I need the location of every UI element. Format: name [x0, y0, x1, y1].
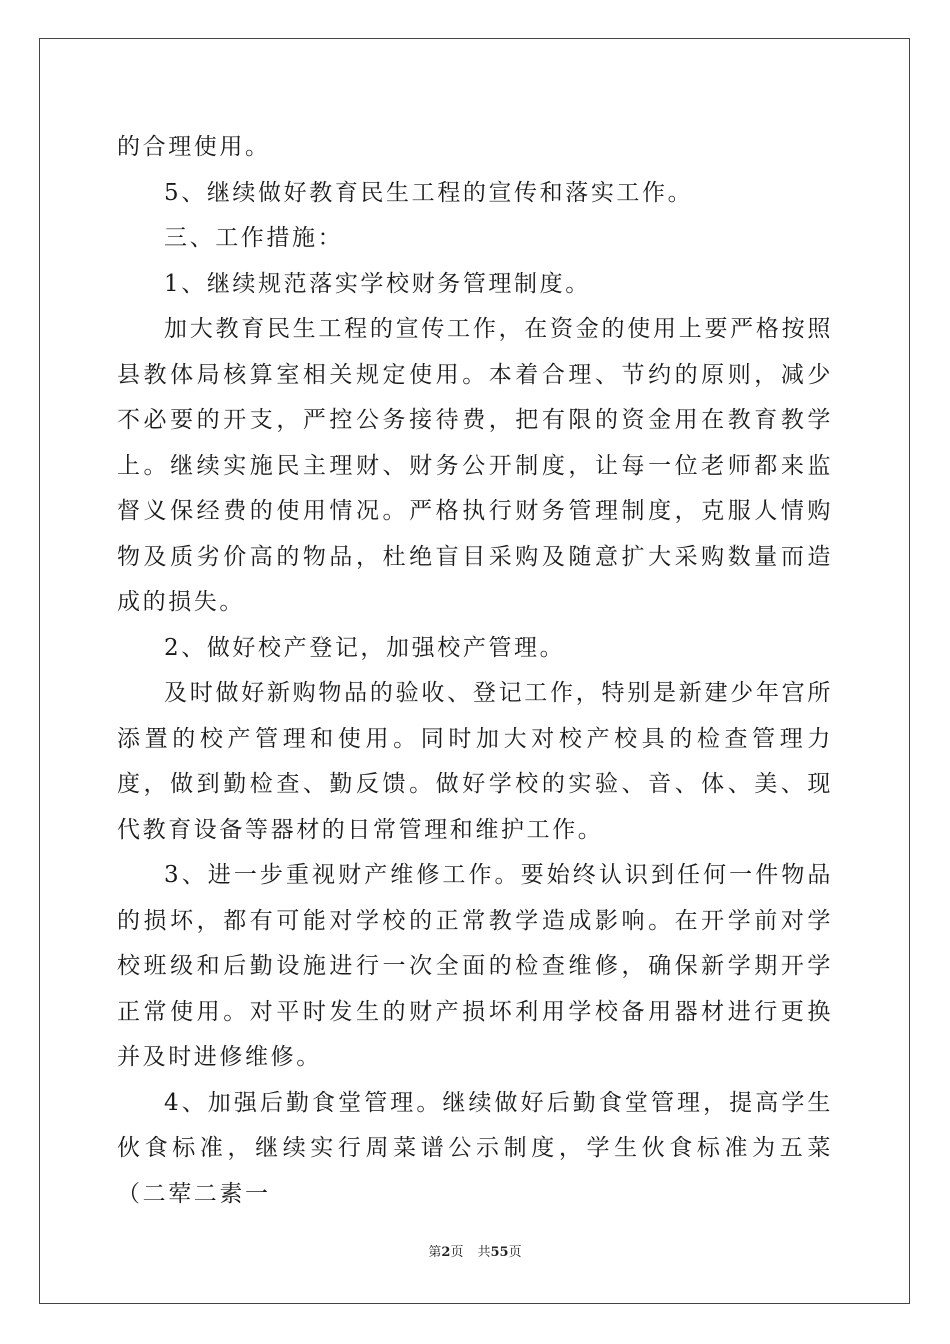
- document-body: [117, 125, 833, 1217]
- paragraph-1: 的合理使用。: [117, 134, 271, 160]
- total-suffix: 页: [508, 1245, 522, 1260]
- section-heading-measures: 三、工作措施：: [164, 225, 344, 251]
- page-prefix: 第: [428, 1245, 442, 1260]
- paragraph-2: 5、继续做好教育民生工程的宣传和落实工作。: [164, 179, 694, 206]
- paragraph-6: 2、做好校产登记，加强校产管理。: [164, 634, 566, 661]
- page-suffix: 页: [450, 1245, 464, 1260]
- paragraph-9: 4、加强后勤食堂管理。继续做好后勤食堂管理，提高学生伙食标准，继续实行周菜谱公示制度，学生伙食标准为五菜（二荤二素一: [117, 1089, 833, 1207]
- page-number: 2: [441, 1245, 451, 1260]
- paragraph-4: 1、继续规范落实学校财务管理制度。: [164, 270, 591, 297]
- total-prefix: 共: [477, 1245, 491, 1260]
- page-footer: [0, 1241, 950, 1260]
- paragraph-5: 加大教育民生工程的宣传工作，在资金的使用上要严格按照县教体局核算室相关规定使用。本着合理、节约的原则，减少不必要的开支，严控公务接待费，把有限的资金用在教育教学上。继续实施民主理财、财务公开制度，让每一位老师都来监督义保经费的使用情况。严格执行财务管理制度，克服人情购物及质劣价高的物品，杜绝盲目采购及随意扩大采购数量而造成的损失。: [117, 316, 833, 615]
- paragraph-8: 3、进一步重视财产维修工作。要始终认识到任何一件物品的损坏，都有可能对学校的正常教学造成影响。在开学前对学校班级和后勤设施进行一次全面的检查维修，确保新学期开学正常使用。对平时发生的财产损坏利用学校备用器材进行更换并及时进修维修。: [117, 862, 833, 1070]
- paragraph-7: 及时做好新购物品的验收、登记工作，特别是新建少年宫所添置的校产管理和使用。同时加大对校产校具的检查管理力度，做到勤检查、勤反馈。做好学校的实验、音、体、美、现代教育设备等器材的日常管理和维护工作。: [117, 680, 833, 843]
- total-pages: 55: [490, 1245, 509, 1260]
